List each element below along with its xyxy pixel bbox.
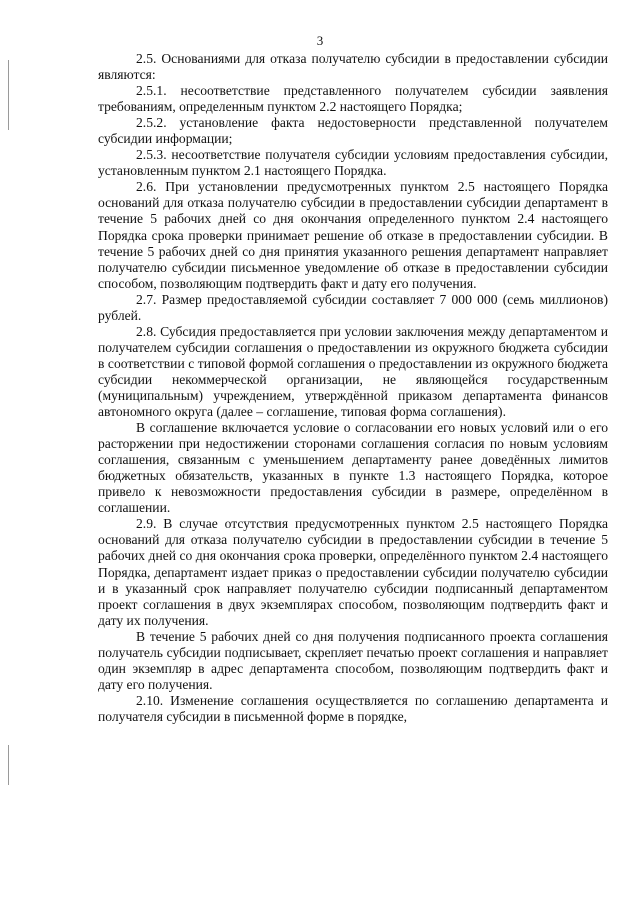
paragraph-2-7: 2.7. Размер предоставляемой субсидии составляет 7 000 000 (семь миллионов) рублей.	[98, 291, 608, 323]
page-number: 3	[316, 33, 324, 48]
paragraph-2-5-1: 2.5.1. несоответствие представленного получателем субсидии заявления требованиям, определенным пунктом 2.2 настоящего Порядка;	[98, 83, 608, 115]
paragraph-2-5: 2.5. Основаниями для отказа получателю субсидии в предоставлении субсидии являются:	[98, 51, 608, 83]
paragraph-2-6: 2.6. При установлении предусмотренных пунктом 2.5 настоящего Порядка оснований для отказа получателю субсидии в предоставлении субсидии департамент в течение 5 рабочих дней со дня окончания определенного пунктом 2.4 настоящего Порядка срока проверки принимает решение об отказе в предоставлении субсидии. В течение 5 рабочих дней со дня принятия указанного решения департамент направляет получателю субсидии письменное уведомление об отказе в предоставлении субсидии способом, позволяющим подтвердить факт и дату его получения.	[98, 179, 608, 291]
document-body	[98, 51, 608, 725]
paragraph-2-5-3: 2.5.3. несоответствие получателя субсидии условиям предоставления субсидии, установленным пунктом 2.1 настоящего Порядка.	[98, 147, 608, 179]
paragraph-2-10: 2.10. Изменение соглашения осуществляется по соглашению департамента и получателя субсидии в письменной форме в порядке,	[98, 692, 608, 724]
paragraph-2-8: 2.8. Субсидия предоставляется при условии заключения между департаментом и получателем субсидии соглашения о предоставлении из окружного бюджета субсидии в соответствии с типовой формой соглашения о предоставлении из окружного бюджета субсидии некоммерческой организации, не являющейся государственным (муниципальным) учреждением, утверждённой приказом департамента финансов автономного округа (далее – соглашение, типовая форма соглашения).	[98, 323, 608, 420]
paragraph-2-9: 2.9. В случае отсутствия предусмотренных пунктом 2.5 настоящего Порядка оснований для отказа получателю субсидии в предоставлении субсидии в течение 5 рабочих дней со дня окончания срока проверки, определённого пунктом 2.4 настоящего Порядка, департамент издает приказ о предоставлении субсидии получателю субсидии и в указанный срок направляет получателю субсидии подписанный департаментом проект соглашения в двух экземплярах способом, позволяющим подтвердить факт и дату их получения.	[98, 516, 608, 628]
paragraph-2-9-signing: В течение 5 рабочих дней со дня получения подписанного проекта соглашения получатель субсидии подписывает, скрепляет печатью проект соглашения и направляет один экземпляр в адрес департамента способом, позволяющим подтвердить факт и дату его получения.	[98, 628, 608, 692]
scan-margin-mark	[8, 745, 9, 785]
paragraph-2-8-agreement-condition: В соглашение включается условие о согласовании его новых условий или о его расторжении при недостижении сторонами соглашения согласия по новым условиям соглашения, связанным с уменьшением департаменту ранее доведённых лимитов бюджетных обязательств, указанных в пункте 1.3 настоящего Порядка, которое привело к невозможности предоставления субсидии в размере, определённом в соглашении.	[98, 420, 608, 516]
scan-margin-mark	[8, 60, 9, 130]
paragraph-2-5-2: 2.5.2. установление факта недостоверности представленной получателем субсидии информации;	[98, 115, 608, 147]
